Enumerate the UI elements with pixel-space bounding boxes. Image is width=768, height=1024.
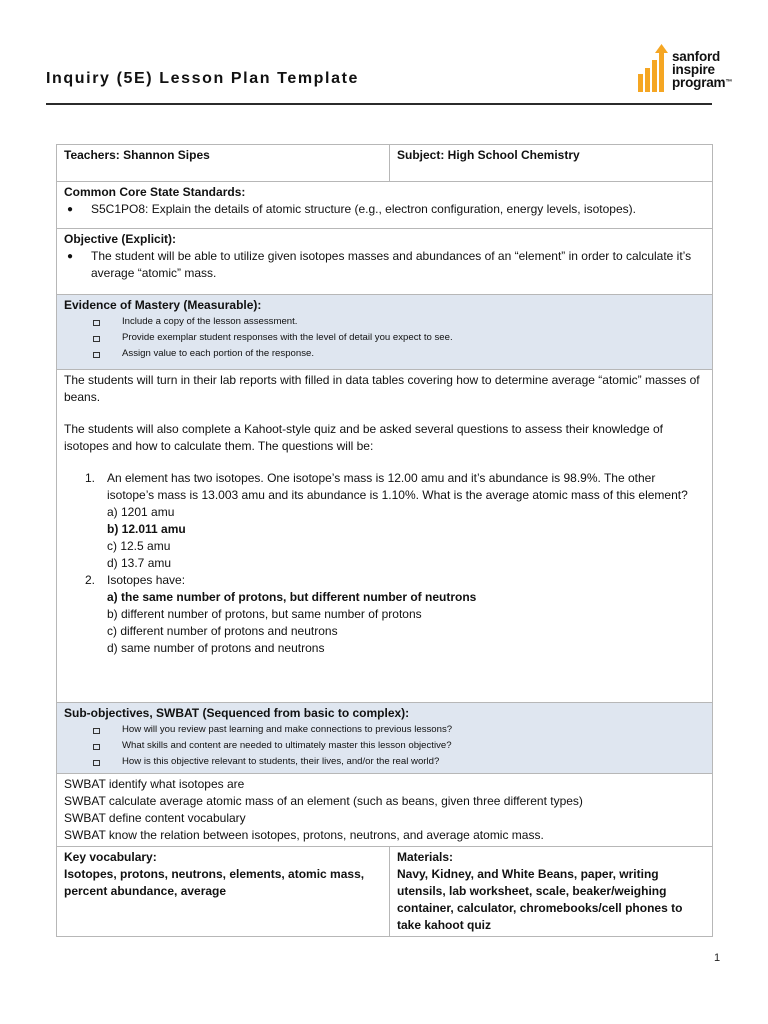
assessment-row — [57, 370, 713, 703]
answer-option: b) different number of protons, but same number of protons — [107, 607, 422, 621]
teachers-cell: Teachers: Shannon Sipes — [57, 145, 390, 182]
teacher-subject-row — [57, 145, 713, 182]
sanford-inspire-logo — [636, 44, 736, 96]
answer-option-correct: a) the same number of protons, but different number of neutrons — [107, 590, 477, 604]
logo-bars-arrow-icon — [636, 44, 672, 96]
mastery-row — [57, 295, 713, 370]
assessment-paragraph-2: The students will also complete a Kahoot-style quiz and be asked several questions to assess their knowledge of isotopes and how to calculate them. The questions will be: — [64, 422, 664, 453]
vocab-materials-row — [57, 847, 713, 937]
objective-item: ● The student will be able to utilize given isotopes masses and abundances of an “element” in order to calculate it’s average “atomic” mass. — [67, 249, 692, 280]
swbat-line: SWBAT define content vocabulary — [64, 811, 246, 825]
answer-option-correct: b) 12.011 amu — [107, 522, 186, 536]
answer-option: d) same number of protons and neutrons — [107, 641, 325, 655]
bullet-icon: ● — [67, 204, 74, 215]
assessment-paragraph-1: The students will turn in their lab reports with filled in data tables covering how to determine average “atomic” masses of beans. — [64, 373, 700, 404]
question-text: An element has two isotopes. One isotope’s mass is 12.00 amu and it’s abundance is 98.9%. The other isotope’s mass is 13.003 amu and its abundance is 1.10%. What is the average atomic mass of this element? — [107, 471, 688, 502]
answer-option: c) 12.5 amu — [107, 539, 171, 553]
list-item: Assign value to each portion of the response. — [64, 346, 705, 362]
mastery-heading: Evidence of Mastery (Measurable): — [64, 298, 262, 312]
materials-text: Navy, Kidney, and White Beans, paper, writing utensils, lab worksheet, scale, beaker/weighing container, calculator, chromebooks/cell phones to take kahoot quiz — [397, 867, 683, 932]
subobjectives-guidance-list — [64, 722, 705, 770]
standards-heading: Common Core State Standards: — [64, 185, 246, 199]
vocab-text: Isotopes, protons, neutrons, elements, atomic mass, percent abundance, average — [64, 867, 365, 898]
list-item: How is this objective relevant to students, their lives, and/or the real world? — [64, 754, 705, 770]
page-number: 1 — [714, 952, 721, 964]
list-item: What skills and content are needed to ultimately master this lesson objective? — [64, 738, 705, 754]
mastery-guidance-list — [64, 314, 705, 362]
question-text: Isotopes have: — [107, 573, 186, 587]
swbat-line: SWBAT calculate average atomic mass of an element (such as beans, given three different types) — [64, 794, 583, 808]
list-item: Include a copy of the lesson assessment. — [64, 314, 705, 330]
subject-cell: Subject: High School Chemistry — [390, 145, 713, 182]
swbat-line: SWBAT know the relation between isotopes, protons, neutrons, and average atomic mass. — [64, 828, 544, 842]
standards-row — [57, 182, 713, 229]
lesson-plan-table — [56, 144, 713, 937]
document-title: Inquiry (5E) Lesson Plan Template — [46, 70, 360, 87]
vocab-heading: Key vocabulary: — [64, 850, 157, 864]
list-item: How will you review past learning and make connections to previous lessons? — [64, 722, 705, 738]
answer-option: c) different number of protons and neutrons — [107, 624, 338, 638]
quiz-question-list — [64, 470, 705, 657]
swbat-line: SWBAT identify what isotopes are — [64, 777, 245, 791]
subobjectives-row — [57, 703, 713, 774]
header-rule — [46, 103, 712, 105]
logo-wordmark: sanford inspire program™ — [672, 49, 733, 90]
swbat-row — [57, 774, 713, 847]
quiz-question-1: 1. An element has two isotopes. One isotope’s mass is 12.00 amu and it’s abundance is 98.9%. The other isotope’s mass is 13.003 amu and its abundance is 1.10%. What is the average atomic mass of this element? a) 1201 amu b) 12.011 amu c) 12.5 amu d) 13.7 amu — [64, 470, 705, 572]
list-item: Provide exemplar student responses with the level of detail you expect to see. — [64, 330, 705, 346]
answer-option: d) 13.7 amu — [107, 556, 172, 570]
standards-item: ● S5C1PO8: Explain the details of atomic structure (e.g., electron configuration, energy levels, isotopes). — [67, 202, 636, 216]
quiz-question-2: 2. Isotopes have: a) the same number of protons, but different number of neutrons b) different number of protons, but same number of protons c) different number of protons and neutrons d) same number of protons and neutrons — [64, 572, 705, 657]
objective-row — [57, 229, 713, 295]
objective-heading: Objective (Explicit): — [64, 232, 177, 246]
materials-heading: Materials: — [397, 850, 454, 864]
subobjectives-heading: Sub-objectives, SWBAT (Sequenced from basic to complex): — [64, 706, 410, 720]
bullet-icon: ● — [67, 251, 74, 262]
answer-option: a) 1201 amu — [107, 505, 175, 519]
